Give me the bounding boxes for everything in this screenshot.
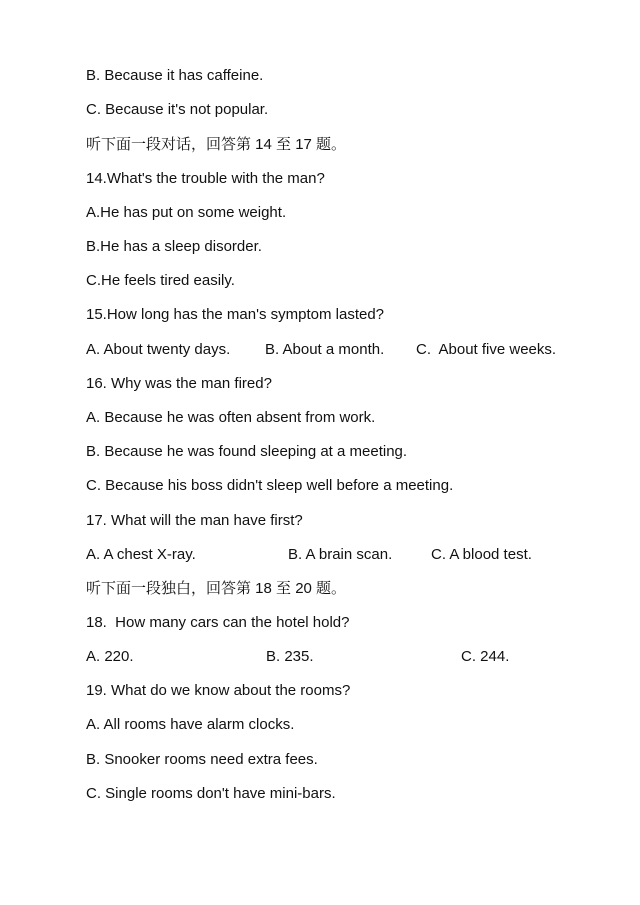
q15-question: 15.How long has the man's symptom lasted? — [86, 306, 385, 323]
q15-option-a: A. About twenty days. — [86, 341, 231, 358]
q18-options-row — [0, 647, 640, 667]
q14-question: 14.What's the trouble with the man? — [86, 170, 325, 187]
q14-option-c: C.He feels tired easily. — [86, 272, 235, 289]
q17-option-a: A. A chest X-ray. — [86, 546, 196, 563]
q17-options-row — [0, 545, 640, 565]
section-instruction-2: 听下面一段独白，回答第 18 至 20 题。 — [86, 580, 347, 597]
q14-option-b: B.He has a sleep disorder. — [86, 238, 262, 255]
q19-option-c: C. Single rooms don't have mini-bars. — [86, 785, 336, 802]
q18-option-c: C. 244. — [461, 648, 510, 665]
q13-option-b: B. Because it has caffeine. — [86, 67, 264, 84]
q18-option-a: A. 220. — [86, 648, 134, 665]
q15-options-row — [0, 340, 640, 360]
q18-question: 18. How many cars can the hotel hold? — [86, 614, 350, 631]
q19-option-b: B. Snooker rooms need extra fees. — [86, 751, 318, 768]
q17-question: 17. What will the man have first? — [86, 512, 303, 529]
q17-option-c: C. A blood test. — [431, 546, 532, 563]
q16-option-a: A. Because he was often absent from work. — [86, 409, 376, 426]
q15-option-c: C. About five weeks. — [416, 341, 557, 358]
q16-question: 16. Why was the man fired? — [86, 375, 272, 392]
q16-option-c: C. Because his boss didn't sleep well before a meeting. — [86, 477, 454, 494]
q19-option-a: A. All rooms have alarm clocks. — [86, 716, 295, 733]
q13-option-c: C. Because it's not popular. — [86, 101, 269, 118]
section-instruction-1: 听下面一段对话，回答第 14 至 17 题。 — [86, 136, 347, 153]
q18-option-b: B. 235. — [266, 648, 314, 665]
q15-option-b: B. About a month. — [265, 341, 385, 358]
q14-option-a: A.He has put on some weight. — [86, 204, 287, 221]
q17-option-b: B. A brain scan. — [288, 546, 393, 563]
q19-question: 19. What do we know about the rooms? — [86, 682, 351, 699]
q16-option-b: B. Because he was found sleeping at a meeting. — [86, 443, 408, 460]
